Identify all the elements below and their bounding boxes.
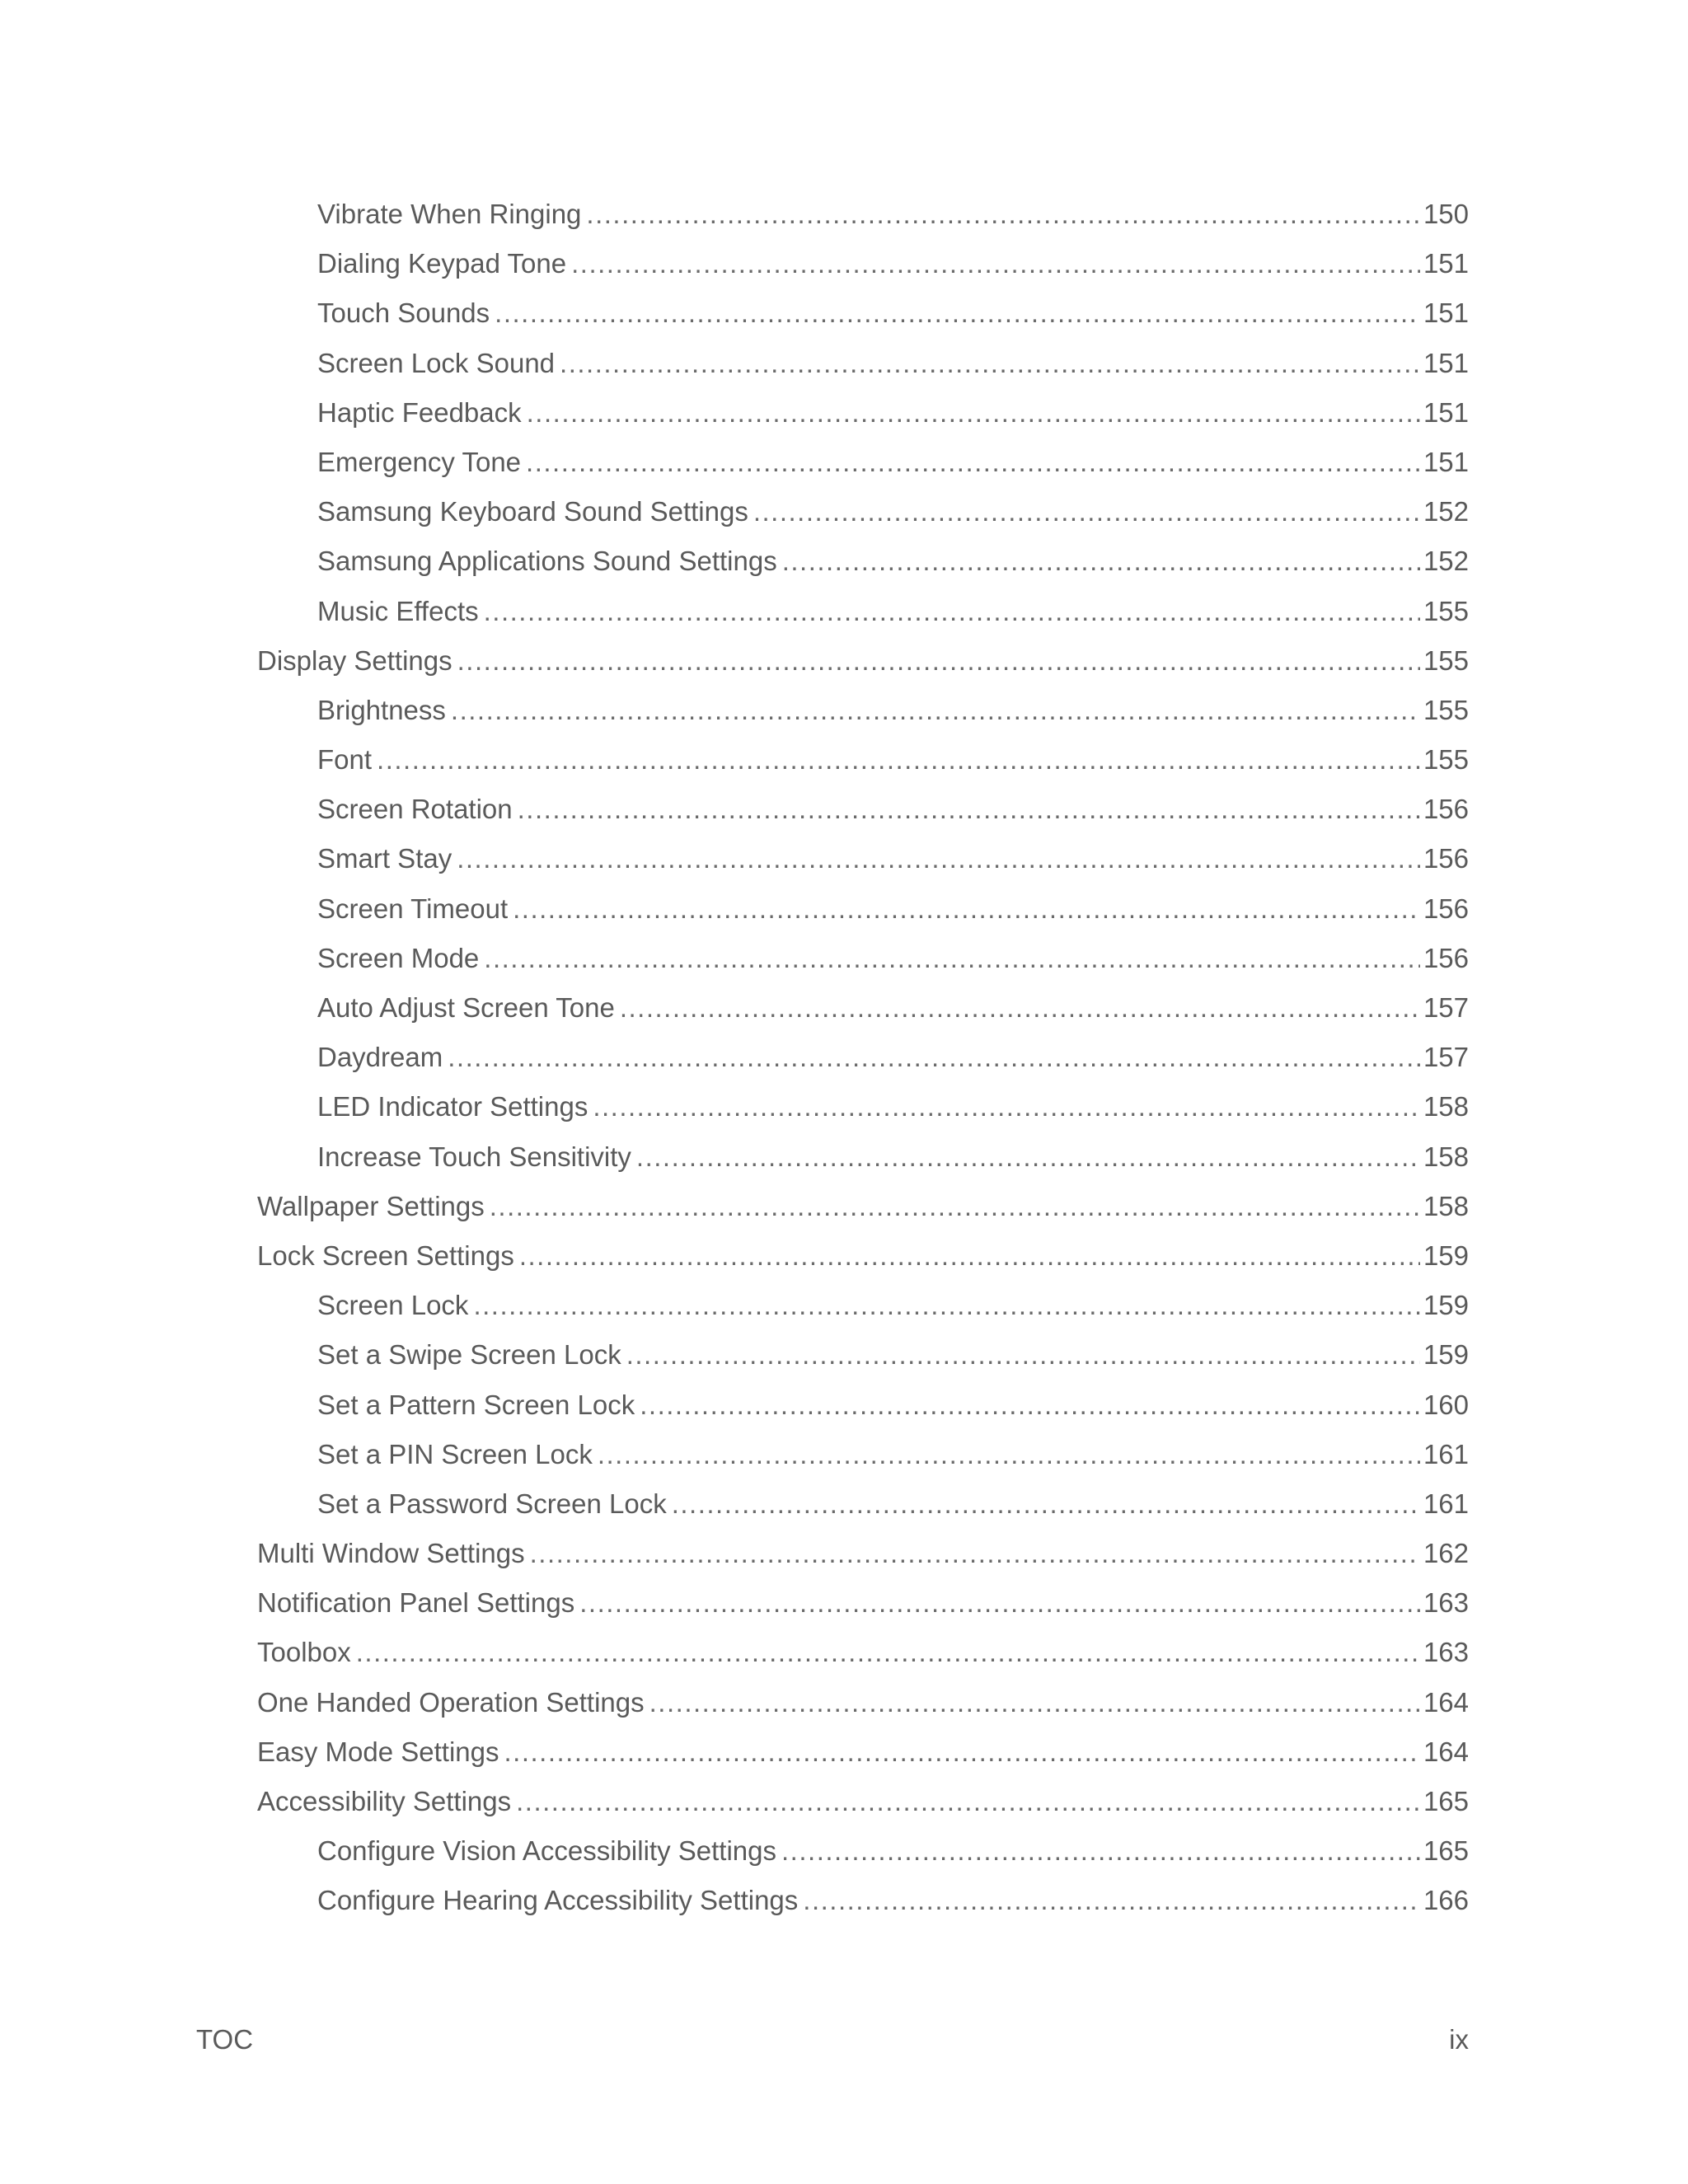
toc-entry-title: Screen Mode: [317, 942, 480, 973]
toc-entry[interactable]: [317, 1090, 1469, 1140]
toc-entry-title: Brightness: [317, 694, 446, 725]
dot-leader: [451, 694, 1420, 727]
toc-entry-title: Lock Screen Settings: [257, 1240, 514, 1271]
toc-entry-title: Emergency Tone: [317, 446, 522, 477]
toc-entry-title: Set a Password Screen Lock: [317, 1488, 667, 1519]
toc-entry-page-number: 156: [1423, 942, 1469, 973]
toc-entry-title: Set a Swipe Screen Lock: [317, 1339, 621, 1371]
toc-entry[interactable]: [317, 1438, 1469, 1488]
toc-entry[interactable]: [317, 1289, 1469, 1338]
toc-entry-page-number: 157: [1423, 1042, 1469, 1073]
dot-leader: [527, 396, 1420, 429]
toc-entry[interactable]: [317, 694, 1469, 743]
toc-entry-page-number: 163: [1423, 1637, 1469, 1668]
dot-leader: [484, 595, 1420, 628]
toc-entry[interactable]: [317, 545, 1469, 594]
toc-entry-title: Screen Rotation: [317, 794, 513, 825]
footer-section-label: TOC: [196, 2024, 254, 2055]
toc-entry-page-number: 156: [1423, 893, 1469, 924]
toc-entry-title: Set a Pattern Screen Lock: [317, 1389, 635, 1420]
dot-leader: [579, 1586, 1420, 1619]
toc-entry-title: Toolbox: [257, 1637, 351, 1668]
toc-entry-title: Dialing Keypad Tone: [317, 248, 567, 279]
dot-leader: [519, 1240, 1420, 1272]
dot-leader: [560, 347, 1420, 380]
toc-entry-page-number: 164: [1423, 1686, 1469, 1718]
toc-entry[interactable]: [257, 1736, 1469, 1785]
toc-entry-page-number: 159: [1423, 1240, 1469, 1271]
toc-entry-title: Vibrate When Ringing: [317, 199, 582, 229]
toc-entry-page-number: 155: [1423, 744, 1469, 776]
toc-entry[interactable]: [317, 842, 1469, 892]
toc-entry[interactable]: [317, 198, 1469, 247]
dot-leader: [672, 1488, 1420, 1521]
dot-leader: [598, 1438, 1420, 1471]
toc-entry-page-number: 160: [1423, 1389, 1469, 1420]
toc-entry[interactable]: [257, 1636, 1469, 1685]
toc-entry[interactable]: [317, 1835, 1469, 1884]
dot-leader: [593, 1090, 1420, 1123]
toc-entry-title: Samsung Applications Sound Settings: [317, 546, 777, 577]
toc-entry[interactable]: [257, 1785, 1469, 1835]
toc-entry-page-number: 165: [1423, 1835, 1469, 1867]
dot-leader: [586, 198, 1420, 231]
toc-entry[interactable]: [317, 1884, 1469, 1933]
toc-entry-page-number: 163: [1423, 1587, 1469, 1619]
toc-entry[interactable]: [257, 1190, 1469, 1240]
dot-leader: [513, 893, 1420, 926]
toc-entry-page-number: 157: [1423, 992, 1469, 1023]
toc-entry[interactable]: [317, 893, 1469, 942]
toc-entry[interactable]: [257, 1686, 1469, 1736]
table-of-contents: [0, 198, 1688, 1934]
toc-entry[interactable]: [317, 1041, 1469, 1090]
toc-entry-title: Samsung Keyboard Sound Settings: [317, 496, 748, 527]
toc-entry[interactable]: [317, 396, 1469, 446]
toc-entry[interactable]: [317, 347, 1469, 396]
toc-entry-title: Accessibility Settings: [257, 1786, 512, 1816]
dot-leader: [516, 1785, 1420, 1818]
toc-entry-title: Configure Vision Accessibility Settings: [317, 1835, 777, 1867]
dot-leader: [518, 793, 1420, 826]
toc-entry-page-number: 156: [1423, 794, 1469, 825]
toc-entry-title: Music Effects: [317, 595, 479, 626]
toc-entry-page-number: 162: [1423, 1538, 1469, 1569]
dot-leader: [636, 1141, 1420, 1174]
dot-leader: [530, 1537, 1420, 1570]
dot-leader: [490, 1190, 1420, 1223]
toc-entry[interactable]: [317, 297, 1469, 346]
dot-leader: [457, 644, 1420, 677]
toc-entry-title: One Handed Operation Settings: [257, 1686, 645, 1718]
dot-leader: [448, 1041, 1420, 1074]
toc-entry-page-number: 165: [1423, 1786, 1469, 1816]
toc-entry-title: LED Indicator Settings: [317, 1091, 588, 1122]
toc-entry-title: Haptic Feedback: [317, 396, 522, 428]
toc-entry-page-number: 164: [1423, 1736, 1469, 1767]
toc-entry-page-number: 158: [1423, 1190, 1469, 1221]
dot-leader: [377, 743, 1420, 776]
toc-entry-page-number: 151: [1423, 298, 1469, 329]
toc-entry-title: Display Settings: [257, 644, 452, 676]
toc-entry-page-number: 159: [1423, 1290, 1469, 1321]
dot-leader: [495, 297, 1420, 330]
dot-leader: [504, 1736, 1420, 1769]
toc-entry-page-number: 156: [1423, 843, 1469, 874]
toc-entry-page-number: 155: [1423, 595, 1469, 626]
dot-leader: [640, 1389, 1420, 1422]
toc-entry-title: Set a PIN Screen Lock: [317, 1438, 593, 1469]
toc-entry[interactable]: [317, 1338, 1469, 1388]
toc-entry[interactable]: [317, 942, 1469, 991]
toc-entry[interactable]: [317, 247, 1469, 297]
dot-leader: [457, 842, 1420, 875]
footer-page-number: ix: [1449, 2024, 1469, 2055]
toc-entry-page-number: 159: [1423, 1339, 1469, 1371]
toc-entry-title: Screen Lock: [317, 1290, 469, 1321]
dot-leader: [782, 545, 1420, 578]
toc-entry-page-number: 150: [1423, 199, 1469, 229]
dot-leader: [620, 991, 1420, 1024]
toc-entry-title: Notification Panel Settings: [257, 1587, 575, 1619]
toc-entry-page-number: 161: [1423, 1438, 1469, 1469]
toc-entry[interactable]: [317, 1488, 1469, 1537]
toc-entry[interactable]: [317, 495, 1469, 545]
toc-entry-page-number: 151: [1423, 347, 1469, 378]
toc-entry-page-number: 155: [1423, 694, 1469, 725]
toc-entry[interactable]: [257, 1586, 1469, 1636]
dot-leader: [526, 446, 1420, 479]
toc-entry-page-number: 166: [1423, 1885, 1469, 1916]
toc-entry-title: Configure Hearing Accessibility Settings: [317, 1885, 799, 1916]
toc-entry[interactable]: [317, 1389, 1469, 1438]
toc-entry[interactable]: [257, 644, 1469, 694]
toc-entry-page-number: 152: [1423, 496, 1469, 527]
toc-entry[interactable]: [317, 743, 1469, 793]
toc-entry-title: Auto Adjust Screen Tone: [317, 992, 615, 1023]
toc-entry[interactable]: [257, 1537, 1469, 1586]
toc-entry[interactable]: [317, 1141, 1469, 1190]
dot-leader: [473, 1289, 1420, 1322]
toc-entry-title: Easy Mode Settings: [257, 1736, 499, 1767]
toc-entry-title: Font: [317, 744, 373, 776]
toc-entry-title: Smart Stay: [317, 843, 452, 874]
dot-leader: [781, 1835, 1420, 1868]
dot-leader: [484, 942, 1420, 975]
toc-entry-title: Screen Lock Sound: [317, 347, 556, 378]
dot-leader: [753, 495, 1420, 528]
toc-entry-page-number: 151: [1423, 248, 1469, 279]
toc-entry-page-number: 152: [1423, 546, 1469, 577]
toc-entry[interactable]: [317, 595, 1469, 644]
toc-entry-title: Daydream: [317, 1042, 443, 1073]
toc-entry-title: Multi Window Settings: [257, 1538, 525, 1569]
dot-leader: [649, 1686, 1420, 1719]
toc-entry-page-number: 151: [1423, 396, 1469, 428]
dot-leader: [803, 1884, 1420, 1917]
toc-entry-title: Wallpaper Settings: [257, 1190, 485, 1221]
toc-entry[interactable]: [317, 991, 1469, 1041]
toc-entry-page-number: 151: [1423, 446, 1469, 477]
dot-leader: [356, 1636, 1420, 1669]
toc-entry[interactable]: [257, 1240, 1469, 1289]
toc-entry-title: Touch Sounds: [317, 298, 490, 329]
toc-entry[interactable]: [317, 446, 1469, 495]
dot-leader: [571, 247, 1420, 280]
toc-entry[interactable]: [317, 793, 1469, 842]
toc-entry-page-number: 158: [1423, 1141, 1469, 1172]
toc-entry-page-number: 155: [1423, 644, 1469, 676]
toc-entry-title: Increase Touch Sensitivity: [317, 1141, 631, 1172]
toc-entry-page-number: 161: [1423, 1488, 1469, 1519]
toc-entry-title: Screen Timeout: [317, 893, 509, 924]
toc-entry-page-number: 158: [1423, 1091, 1469, 1122]
dot-leader: [626, 1338, 1420, 1371]
